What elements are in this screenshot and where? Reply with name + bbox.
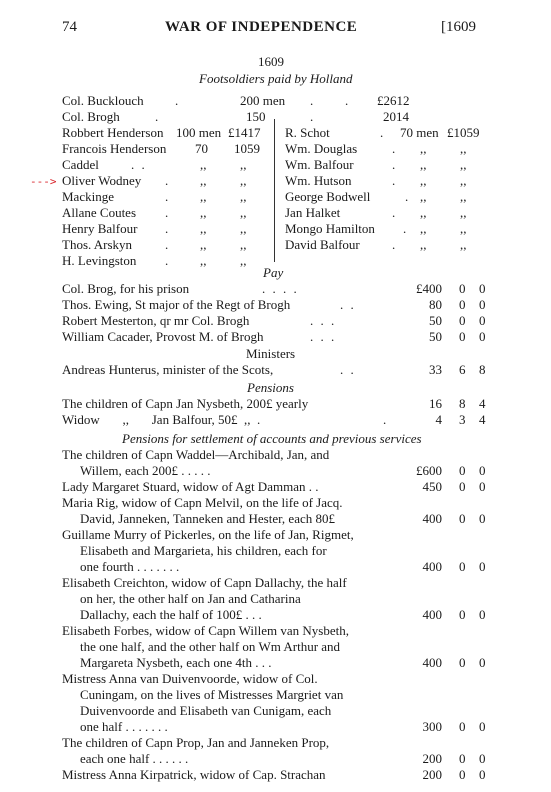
footsoldier-left-name: Mackinge [62,189,114,204]
ditto-mark: ,, [460,205,467,220]
ditto-mark: ,, [240,205,247,220]
leader-dots: . [165,237,169,252]
leader-dots: . [165,205,169,220]
settlement-heading: Pensions for settlement of accounts and previous services [122,431,422,446]
leader-dots: . . [340,362,356,377]
amount-pounds: 400 [422,655,442,670]
ditto-mark: ,, [420,141,427,156]
footsoldier-row-amount: £2612 [377,93,410,108]
leader-dots: . [392,141,396,156]
ditto-mark: ,, [240,157,247,172]
settlement-line: The children of Capn Waddel—Archibald, Jan, and [62,447,330,462]
ditto-mark: ,, [200,205,207,220]
ditto-mark: ,, [240,221,247,236]
leader-dots: . [380,125,384,140]
footsoldier-right-name: Wm. Balfour [285,157,354,172]
footsoldier-right-amount: £1059 [447,125,480,140]
amount-pence: 0 [479,655,486,670]
ditto-mark: ,, [460,141,467,156]
amount-shillings: 0 [459,655,466,670]
amount-shillings: 0 [459,281,466,296]
pensions-row-text: Widow ,, Jan Balfour, 50£ ,, . [62,412,261,427]
settlement-line: one half . . . . . . . [80,719,168,734]
amount-pence: 0 [479,463,486,478]
amount-pounds: 400 [422,511,442,526]
footsoldier-left-count: 70 [195,141,208,156]
settlement-line: Dallachy, each the half of 100£ . . . [80,607,262,622]
amount-pounds: 400 [422,559,442,574]
leader-dots: . . [131,157,147,172]
amount-pence: 0 [479,607,486,622]
leader-dots: . [392,237,396,252]
settlement-line: Guillame Murry of Pickerles, on the life of Jan, Rigmet, [62,527,354,542]
section-year: 1609 [258,54,284,69]
red-arrow-annotation: ---> [30,175,57,188]
amount-pence: 0 [479,329,486,344]
page-number: 74 [62,19,77,35]
ditto-mark: ,, [240,237,247,252]
settlement-line: each one half . . . . . . [80,751,189,766]
amount-pence: 0 [479,511,486,526]
footsoldier-right-name: David Balfour [285,237,360,252]
pay-row-text: Col. Brog, for his prison [62,281,190,296]
footsoldier-left-name: Robbert Henderson [62,125,164,140]
settlement-line: Elisabeth Creichton, widow of Capn Dallachy, the half [62,575,347,590]
footsoldier-row-count: 150 [246,109,266,124]
settlement-line: The children of Capn Prop, Jan and Janneken Prop, [62,735,330,750]
amount-pounds: 450 [422,479,442,494]
amount-shillings: 0 [459,751,466,766]
amount-shillings: 6 [459,362,466,377]
footsoldier-right-count: 70 men [400,125,439,140]
leader-dots: . . . [310,313,337,328]
footsoldier-left-amount: 1059 [234,141,260,156]
amount-pounds: 33 [429,362,442,377]
amount-shillings: 3 [459,412,466,427]
amount-shillings: 0 [459,767,466,782]
ditto-mark: ,, [420,157,427,172]
amount-pence: 4 [479,412,486,427]
ditto-mark: ,, [200,189,207,204]
footsoldier-left-name: Francois Henderson [62,141,167,156]
amount-pence: 0 [479,281,486,296]
amount-pence: 8 [479,362,486,377]
footsoldier-left-name: Henry Balfour [62,221,138,236]
settlement-line: Mistress Anna van Duivenvoorde, widow of Col. [62,671,318,686]
footsoldier-left-name: Caddel [62,157,99,172]
pay-row-text: William Cacader, Provost M. of Brogh [62,329,264,344]
ministers-heading: Ministers [246,346,296,361]
footsoldier-left-name: Allane Coutes [62,205,137,220]
amount-shillings: 0 [459,559,466,574]
ditto-mark: ,, [420,237,427,252]
amount-pounds: 16 [429,396,442,411]
footsoldier-row-name: Col. Brogh [62,109,120,124]
ditto-mark: ,, [460,237,467,252]
ditto-mark: ,, [420,221,427,236]
footsoldier-left-name: Thos. Arskyn [62,237,133,252]
leader-dots: . [383,412,387,427]
settlement-line: Margareta Nysbeth, each one 4th . . . [80,655,272,670]
running-title: WAR OF INDEPENDENCE [165,19,358,35]
amount-pence: 0 [479,559,486,574]
settlement-line: on her, the other half on Jan and Catharina [80,591,301,606]
amount-pounds: 300 [422,719,442,734]
leader-dots: . . . . [262,281,299,296]
footsoldier-left-name: H. Levingston [62,253,137,268]
amount-pence: 0 [479,719,486,734]
amount-shillings: 0 [459,719,466,734]
leader-dots: . [175,93,179,108]
ditto-mark: ,, [420,189,427,204]
leader-dots: . [392,173,396,188]
pensions-row-text: The children of Capn Jan Nysbeth, 200£ yearly [62,396,309,411]
footsoldier-left-count: 100 men [176,125,222,140]
ditto-mark: ,, [240,253,247,268]
amount-pounds: 200 [422,767,442,782]
settlement-line: David, Janneken, Tanneken and Hester, each 80£ [80,511,335,526]
amount-pence: 0 [479,479,486,494]
ditto-mark: ,, [460,221,467,236]
settlement-line: Maria Rig, widow of Capn Melvil, on the life of Jacq. [62,495,343,510]
amount-pounds: 80 [429,297,442,312]
amount-pence: 0 [479,297,486,312]
ministers-row-text: Andreas Hunterus, minister of the Scots, [62,362,274,377]
leader-dots: . [310,93,314,108]
settlement-line: the one half, and the other half on Wm Arthur and [80,639,341,654]
amount-pounds: 200 [422,751,442,766]
amount-shillings: 0 [459,313,466,328]
amount-shillings: 0 [459,463,466,478]
leader-dots: . [392,205,396,220]
amount-shillings: 0 [459,607,466,622]
ditto-mark: ,, [240,173,247,188]
footsoldier-right-name: George Bodwell [285,189,371,204]
leader-dots: . . . [310,329,337,344]
settlement-line: Willem, each 200£ . . . . . [80,463,211,478]
settlement-line: Mistress Anna Kirpatrick, widow of Cap. Strachan [62,767,326,782]
amount-shillings: 0 [459,297,466,312]
amount-shillings: 8 [459,396,466,411]
footsoldiers-title: Footsoldiers paid by Holland [199,71,353,86]
leader-dots: . . [340,297,356,312]
leader-dots: . [403,221,407,236]
amount-pounds: 400 [422,607,442,622]
ditto-mark: ,, [420,173,427,188]
footsoldier-row-name: Col. Bucklouch [62,93,144,108]
amount-pence: 0 [479,751,486,766]
ditto-mark: ,, [200,221,207,236]
settlement-line: Duivenvoorde and Elisabeth van Cunigam, each [80,703,332,718]
settlement-line: Cuningam, on the lives of Mistresses Margriet van [80,687,344,702]
amount-shillings: 0 [459,329,466,344]
pay-row-text: Thos. Ewing, St major of the Regt of Brogh [62,297,291,312]
amount-pence: 0 [479,767,486,782]
amount-pence: 4 [479,396,486,411]
footsoldier-right-name: Mongo Hamilton [285,221,375,236]
footsoldier-right-name: Jan Halket [285,205,341,220]
footsoldier-right-name: R. Schot [285,125,330,140]
leader-dots: . [310,109,314,124]
amount-pounds: £600 [416,463,442,478]
leader-dots: . [165,221,169,236]
footsoldier-row-amount: 2014 [383,109,409,124]
pay-row-text: Robert Mesterton, qr mr Col. Brogh [62,313,250,328]
ditto-mark: ,, [420,205,427,220]
column-divider [274,119,275,262]
amount-pounds: £400 [416,281,442,296]
amount-shillings: 0 [459,479,466,494]
leader-dots: . [405,189,409,204]
settlement-line: one fourth . . . . . . . [80,559,180,574]
amount-shillings: 0 [459,511,466,526]
ditto-mark: ,, [200,253,207,268]
settlement-line: Elisabeth and Margarieta, his children, each for [80,543,327,558]
ditto-mark: ,, [200,237,207,252]
ditto-mark: ,, [200,157,207,172]
ditto-mark: ,, [200,173,207,188]
settlement-line: Elisabeth Forbes, widow of Capn Willem van Nysbeth, [62,623,350,638]
footsoldier-left-name: Oliver Wodney [62,173,142,188]
leader-dots: . [392,157,396,172]
amount-pence: 0 [479,313,486,328]
year-bracket: [1609 [441,19,476,35]
footsoldier-right-name: Wm. Hutson [285,173,352,188]
footsoldier-right-name: Wm. Douglas [285,141,358,156]
ditto-mark: ,, [240,189,247,204]
ditto-mark: ,, [460,157,467,172]
ditto-mark: ,, [460,173,467,188]
amount-pounds: 4 [435,412,442,427]
ditto-mark: ,, [460,189,467,204]
footsoldier-left-amount: £1417 [228,125,261,140]
leader-dots: . [165,189,169,204]
leader-dots: . [345,93,349,108]
settlement-line: Lady Margaret Stuard, widow of Agt Damman . . [62,479,319,494]
pay-heading: Pay [263,265,284,280]
leader-dots: . [165,173,169,188]
amount-pounds: 50 [429,313,442,328]
leader-dots: . [165,253,169,268]
footsoldier-row-count: 200 men [240,93,286,108]
pensions-heading: Pensions [247,380,294,395]
amount-pounds: 50 [429,329,442,344]
leader-dots: . [155,109,159,124]
